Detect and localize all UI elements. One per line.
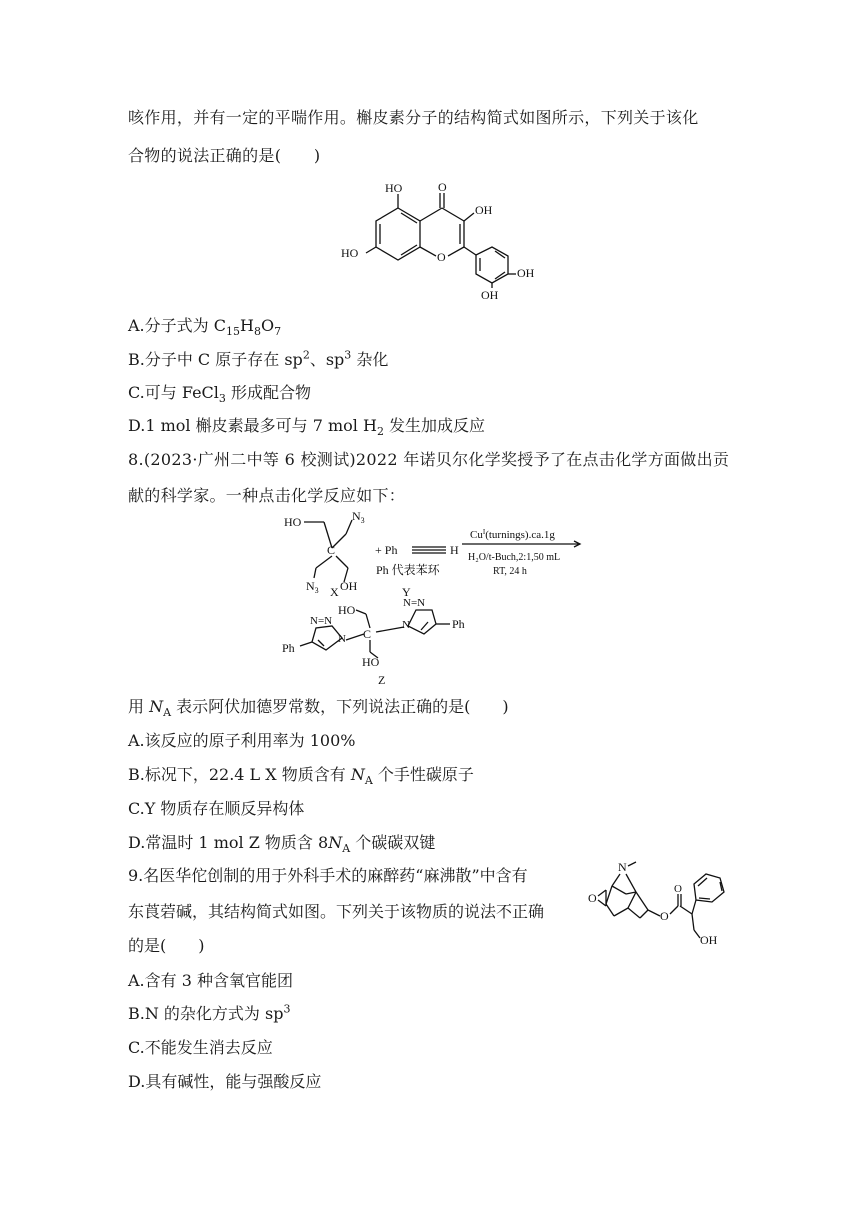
q7-label-ho-1: HO [385,181,403,195]
condition-temperature: RT, 24 h [493,566,527,577]
condition-catalyst: $Cu^I(turnings).ca.1g$ [470,528,555,541]
q9-label-oh: OH [700,933,718,947]
q9-label-o-ester: O [660,909,669,923]
q9-option-a: A.含有 3 种含氧官能团 [128,971,293,990]
q7-label-oh-1: OH [475,203,493,217]
q9-stem-line-3: 的是( ) [128,936,205,955]
q9-stem-line-2: 东莨菪碱，其结构简式如图。下列关于该物质的说法不正确 [128,902,545,921]
q9-option-b: B.N 的杂化方式为 $sp^3$ [128,1002,291,1023]
q7-label-o-ring: O [437,250,446,264]
x-label-ho: HO [284,515,302,529]
q8-question: 用 $N_A$ 表示阿伏加德罗常数，下列说法正确的是( ) [128,697,509,720]
z-label-ph-right: Ph [452,617,465,631]
label-y: Y [402,585,411,599]
z-label-ph-left: Ph [282,641,295,655]
condition-solvent: H₂O/t-Buch,2:1,50 mL [468,552,561,563]
ph-note: Ph 代表苯环 [376,563,440,577]
q7-option-d: D.1 mol 槲皮素最多可与 7 mol $H_2$ 发生加成反应 [128,416,486,439]
z-label-triazole-right-nn: N=N [403,597,426,609]
z-label-c: C [363,627,372,641]
q8-option-d: D.常温时 1 mol Z 物质含 $8N_A$ 个碳碳双键 [128,833,436,856]
q7-option-b: B.分子中 C 原子存在 $sp^2$、$sp^3$ 杂化 [128,348,389,369]
click-reaction-scheme [280,510,590,688]
q8-stem-line-2: 献的科学家。一种点击化学反应如下： [128,486,406,505]
q7-label-ho-2: HO [341,246,359,260]
z-label-triazole-left-n: N [338,633,346,645]
y-label-h: H [450,543,459,557]
quercetin-structure [338,176,535,302]
z-label-triazole-right-n: N [402,619,410,631]
x-label-n3-top: $N_3$ [352,509,365,525]
label-z: Z [378,673,386,687]
q7-label-oh-3: OH [481,288,499,302]
q7-label-oh-2: OH [517,266,535,280]
q8-option-c: C.Y 物质存在顺反异构体 [128,799,305,818]
z-label-oh: HO [362,655,380,669]
q9-option-d: D.具有碱性，能与强酸反应 [128,1072,322,1091]
q9-label-n: N [618,860,627,874]
z-label-triazole-left-nn: N=N [310,615,333,627]
q8-option-b: B.标况下，22.4 L X 物质含有 $N_A$ 个手性碳原子 [128,765,474,788]
q9-label-o-epoxide: O [588,891,597,905]
q9-stem-line-1: 9.名医华佗创制的用于外科手术的麻醉药“麻沸散”中含有 [128,866,528,885]
z-label-ho: HO [338,603,356,617]
label-x: X [330,585,339,599]
q7-option-a: A.分子式为 $C_{15}H_8O_7$ [128,316,282,339]
x-label-oh: OH [340,579,358,593]
scopolamine-structure [584,858,734,954]
x-label-n3-bot: $N_3$ [306,579,319,595]
q8-option-a: A.该反应的原子利用率为 100% [128,731,356,750]
q7-option-c: C.可与 FeCl$_3$ 形成配合物 [128,383,311,406]
q7-stem-line-2: 合物的说法正确的是( ) [128,146,321,165]
x-label-c: C [327,543,336,557]
q9-label-o-carbonyl: O [674,883,682,895]
y-label-ph: + Ph [375,543,398,557]
q7-label-o-top: O [438,180,447,194]
q8-stem-line-1: 8.(2023·广州二中等 6 校测试)2022 年诺贝尔化学奖授予了在点击化学方面做出贡 [128,450,730,469]
q7-stem-line-1: 咳作用，并有一定的平喘作用。槲皮素分子的结构简式如图所示，下列关于该化 [128,108,699,127]
q9-option-c: C.不能发生消去反应 [128,1038,273,1057]
